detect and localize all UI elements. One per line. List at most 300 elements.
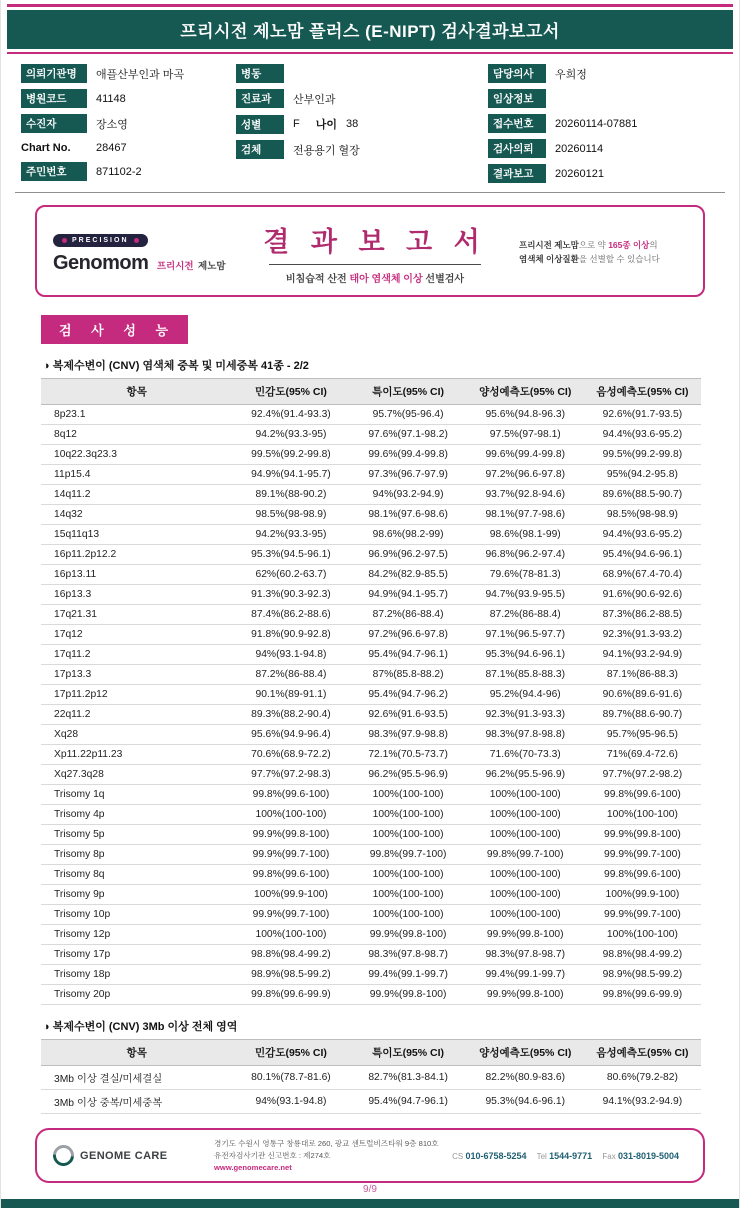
value-cell: 98.3%(97.8-98.7) bbox=[467, 945, 584, 965]
item-cell: 17p13.3 bbox=[41, 665, 232, 685]
column-header: 민감도(95% CI) bbox=[232, 379, 349, 405]
item-cell: 15q11q13 bbox=[41, 525, 232, 545]
patient-info-col3 bbox=[488, 64, 729, 183]
value-cell: 90.6%(89.6-91.6) bbox=[584, 685, 701, 705]
field-value: 산부인과 bbox=[293, 93, 336, 106]
value-cell: 70.6%(68.9-72.2) bbox=[232, 745, 349, 765]
field-label: 임상정보 bbox=[488, 89, 546, 108]
value-cell: 95.7%(95-96.5) bbox=[584, 725, 701, 745]
table-row bbox=[41, 605, 701, 625]
section-header-wrap bbox=[41, 315, 739, 344]
item-cell: Trisomy 9p bbox=[41, 885, 232, 905]
table-row bbox=[41, 465, 701, 485]
website-link[interactable]: www.genomecare.net bbox=[214, 1162, 292, 1172]
value-cell: 99.8%(99.7-100) bbox=[467, 845, 584, 865]
value-cell: 89.1%(88-90.2) bbox=[232, 485, 349, 505]
value-cell: 95.4%(94.7-96.2) bbox=[350, 685, 467, 705]
value-cell: 92.6%(91.7-93.5) bbox=[584, 405, 701, 425]
brand-wordmark bbox=[53, 252, 231, 275]
value-cell: 93.7%(92.8-94.6) bbox=[467, 485, 584, 505]
value-cell: 95.3%(94.5-96.1) bbox=[232, 545, 349, 565]
page-number: 9/9 bbox=[363, 1184, 377, 1195]
item-cell: 10q22.3q23.3 bbox=[41, 445, 232, 465]
note-brand: 프리시전 제노맘 bbox=[519, 239, 579, 250]
value-cell: 89.7%(88.6-90.7) bbox=[584, 705, 701, 725]
field-value: 41148 bbox=[96, 92, 126, 105]
table-row bbox=[41, 845, 701, 865]
field-label: 검체 bbox=[236, 140, 284, 159]
value-cell: 99.9%(99.8-100) bbox=[467, 985, 584, 1005]
table-row bbox=[41, 545, 701, 565]
item-cell: Trisomy 5p bbox=[41, 825, 232, 845]
item-cell: 3Mb 이상 중복/미세중복 bbox=[41, 1090, 232, 1114]
field-value: 우희정 bbox=[555, 68, 587, 81]
value-cell: 90.1%(89-91.1) bbox=[232, 685, 349, 705]
field-value: 20260121 bbox=[555, 167, 604, 180]
brand-sub-korean-1: 프리시전 bbox=[156, 260, 194, 272]
value-cell: 95.3%(94.6-96.1) bbox=[467, 1090, 584, 1114]
table-row bbox=[41, 705, 701, 725]
value-cell: 89.3%(88.2-90.4) bbox=[232, 705, 349, 725]
value-cell: 71.6%(70-73.3) bbox=[467, 745, 584, 765]
value-cell: 99.8%(99.6-99.9) bbox=[232, 985, 349, 1005]
value-cell: 94.7%(93.9-95.5) bbox=[467, 585, 584, 605]
table-row bbox=[41, 505, 701, 525]
item-cell: 22q11.2 bbox=[41, 705, 232, 725]
value-cell: 98.3%(97.8-98.7) bbox=[350, 945, 467, 965]
value-cell: 100%(100-100) bbox=[350, 905, 467, 925]
value-cell: 99.9%(99.8-100) bbox=[232, 825, 349, 845]
brand-logo bbox=[53, 230, 231, 275]
report-note-line2 bbox=[519, 252, 687, 266]
table-row bbox=[41, 525, 701, 545]
field-label: 성별 bbox=[236, 115, 284, 134]
column-header: 항목 bbox=[41, 379, 232, 405]
table-row bbox=[41, 805, 701, 825]
patient-info-row bbox=[236, 140, 488, 159]
patient-info-row bbox=[21, 139, 236, 156]
patient-info-row bbox=[488, 64, 729, 83]
field-value: 애플산부인과 마곡 bbox=[96, 68, 185, 81]
field-value: 28467 bbox=[96, 141, 127, 154]
value-cell: 87.2%(86-88.4) bbox=[467, 605, 584, 625]
value-cell: 99.5%(99.2-99.8) bbox=[232, 445, 349, 465]
table-row bbox=[41, 685, 701, 705]
value-cell: 97.2%(96.6-97.8) bbox=[350, 625, 467, 645]
note-bold2: 염색체 이상질환 bbox=[519, 254, 579, 264]
patient-info-divider bbox=[15, 192, 725, 193]
value-cell: 100%(100-100) bbox=[350, 885, 467, 905]
field-label: 접수번호 bbox=[488, 114, 546, 133]
genomecare-logo bbox=[53, 1145, 201, 1166]
patient-info-row bbox=[21, 162, 236, 181]
value-cell: 94.4%(93.6-95.2) bbox=[584, 425, 701, 445]
value-cell: 99.4%(99.1-99.7) bbox=[350, 965, 467, 985]
table-row bbox=[41, 445, 701, 465]
table-row bbox=[41, 485, 701, 505]
address-line1: 경기도 수원시 영통구 창룡대로 260, 광교 센트럴비즈타워 9층 810호 bbox=[214, 1139, 439, 1148]
value-cell: 99.9%(99.7-100) bbox=[232, 845, 349, 865]
table-row bbox=[41, 825, 701, 845]
value-cell: 98.8%(98.4-99.2) bbox=[584, 945, 701, 965]
value-cell: 97.7%(97.2-98.2) bbox=[584, 765, 701, 785]
value-cell: 94.2%(93.3-95) bbox=[232, 425, 349, 445]
tel-label: Tel bbox=[536, 1151, 547, 1161]
note-mid: 으로 약 bbox=[578, 239, 609, 250]
page-title: 프리시전 제노맘 플러스 (E-NIPT) 검사결과보고서 bbox=[7, 10, 733, 49]
value-cell: 80.1%(78.7-81.6) bbox=[232, 1066, 349, 1090]
subtitle-emphasis: 태아 염색체 이상 bbox=[349, 273, 423, 285]
value-cell: 82.7%(81.3-84.1) bbox=[350, 1066, 467, 1090]
value-cell: 94%(93.2-94.9) bbox=[350, 485, 467, 505]
value-cell: 98.1%(97.7-98.6) bbox=[467, 505, 584, 525]
item-cell: Trisomy 20p bbox=[41, 985, 232, 1005]
value-cell: 92.3%(91.3-93.3) bbox=[467, 705, 584, 725]
field-value: 20260114 bbox=[555, 142, 604, 155]
badge-dot-icon bbox=[134, 238, 139, 243]
value-cell: 98.1%(97.6-98.6) bbox=[350, 505, 467, 525]
table1-header-row bbox=[41, 379, 701, 405]
patient-info-row bbox=[236, 64, 488, 83]
item-cell: 17q12 bbox=[41, 625, 232, 645]
report-title: 결 과 보 고 서 bbox=[263, 226, 487, 257]
value-cell: 99.6%(99.4-99.8) bbox=[467, 445, 584, 465]
report-note-line1 bbox=[519, 238, 687, 252]
item-cell: 3Mb 이상 결실/미세결실 bbox=[41, 1066, 232, 1090]
value-cell: 62%(60.2-63.7) bbox=[232, 565, 349, 585]
patient-info-row bbox=[21, 114, 236, 133]
value-cell: 98.3%(97.9-98.8) bbox=[350, 725, 467, 745]
table-row bbox=[41, 945, 701, 965]
field-label: 담당의사 bbox=[488, 64, 546, 83]
item-cell: Trisomy 4p bbox=[41, 805, 232, 825]
value-cell: 94.9%(94.1-95.7) bbox=[232, 465, 349, 485]
item-cell: Trisomy 18p bbox=[41, 965, 232, 985]
value-cell: 98.5%(98-98.9) bbox=[584, 505, 701, 525]
table1-body bbox=[41, 405, 701, 1005]
note-tail: 의 bbox=[649, 239, 658, 250]
value-cell: 98.8%(98.4-99.2) bbox=[232, 945, 349, 965]
table-row bbox=[41, 965, 701, 985]
value-cell: 97.6%(97.1-98.2) bbox=[350, 425, 467, 445]
value-cell: 82.2%(80.9-83.6) bbox=[467, 1066, 584, 1090]
value-cell: 99.9%(99.8-100) bbox=[350, 985, 467, 1005]
table-row bbox=[41, 865, 701, 885]
value-cell: 100%(100-100) bbox=[584, 805, 701, 825]
value-cell: 98.9%(98.5-99.2) bbox=[584, 965, 701, 985]
patient-info-row bbox=[488, 114, 729, 133]
field-label: 수진자 bbox=[21, 114, 87, 133]
address-line2: 유전자검사기관 신고번호 : 제274호 bbox=[214, 1150, 331, 1160]
patient-info-col1 bbox=[21, 64, 236, 183]
value-cell: 95.3%(94.6-96.1) bbox=[467, 645, 584, 665]
item-cell: 14q11.2 bbox=[41, 485, 232, 505]
value-cell: 91.8%(90.9-92.8) bbox=[232, 625, 349, 645]
value-cell: 99.8%(99.6-100) bbox=[584, 865, 701, 885]
note-tail2: 을 선별할 수 있습니다 bbox=[578, 254, 660, 264]
table-row bbox=[41, 925, 701, 945]
field-label: Chart No. bbox=[21, 141, 71, 154]
bottom-accent-bar bbox=[1, 1199, 739, 1208]
company-address bbox=[214, 1138, 439, 1173]
value-cell: 95.7%(95-96.4) bbox=[350, 405, 467, 425]
value-cell: 72.1%(70.5-73.7) bbox=[350, 745, 467, 765]
value-cell: 92.6%(91.6-93.5) bbox=[350, 705, 467, 725]
item-cell: 8q12 bbox=[41, 425, 232, 445]
value-cell: 100%(100-100) bbox=[232, 805, 349, 825]
value-cell: 100%(100-100) bbox=[467, 785, 584, 805]
report-note bbox=[519, 238, 687, 266]
report-title-block bbox=[231, 220, 519, 285]
cs-number: 010-6758-5254 bbox=[465, 1150, 527, 1161]
field-label: 검사의뢰 bbox=[488, 139, 546, 158]
item-cell: 16p13.3 bbox=[41, 585, 232, 605]
value-cell: 92.4%(91.4-93.3) bbox=[232, 405, 349, 425]
item-cell: 17q11.2 bbox=[41, 645, 232, 665]
item-cell: Xp11.22p11.23 bbox=[41, 745, 232, 765]
value-cell: 94%(93.1-94.8) bbox=[232, 1090, 349, 1114]
table-row bbox=[41, 665, 701, 685]
table-row bbox=[41, 745, 701, 765]
precision-badge-label: PRECISION bbox=[72, 236, 129, 244]
table2-body bbox=[41, 1066, 701, 1114]
value-cell: 84.2%(82.9-85.5) bbox=[350, 565, 467, 585]
section-title: 검 사 성 능 bbox=[41, 315, 188, 344]
value-cell: 71%(69.4-72.6) bbox=[584, 745, 701, 765]
value-cell: 100%(100-100) bbox=[467, 865, 584, 885]
value-cell: 91.3%(90.3-92.3) bbox=[232, 585, 349, 605]
value-cell: 94.4%(93.6-95.2) bbox=[584, 525, 701, 545]
value-cell: 100%(100-100) bbox=[467, 905, 584, 925]
value-cell: 87.4%(86.2-88.6) bbox=[232, 605, 349, 625]
tel-number: 1544-9771 bbox=[549, 1150, 593, 1161]
brand-name: Genomom bbox=[53, 251, 149, 274]
value-cell: 96.2%(95.5-96.9) bbox=[350, 765, 467, 785]
field-label: 병원코드 bbox=[21, 89, 87, 108]
item-cell: 8p23.1 bbox=[41, 405, 232, 425]
patient-info-row bbox=[21, 64, 236, 83]
value-cell: 99.4%(99.1-99.7) bbox=[467, 965, 584, 985]
value-cell: 94.1%(93.2-94.9) bbox=[584, 645, 701, 665]
table-row bbox=[41, 985, 701, 1005]
column-header: 특이도(95% CI) bbox=[350, 379, 467, 405]
value-cell: 100%(100-100) bbox=[467, 885, 584, 905]
note-emphasis: 165종 이상 bbox=[608, 239, 650, 250]
value-cell: 97.7%(97.2-98.3) bbox=[232, 765, 349, 785]
field-label: 병동 bbox=[236, 64, 284, 83]
item-cell: Xq27.3q28 bbox=[41, 765, 232, 785]
item-cell: 11p15.4 bbox=[41, 465, 232, 485]
value-cell: 99.9%(99.7-100) bbox=[584, 845, 701, 865]
value-cell: 87.1%(85.8-88.3) bbox=[467, 665, 584, 685]
value-cell: 100%(100-100) bbox=[350, 785, 467, 805]
column-header: 항목 bbox=[41, 1040, 232, 1066]
value-cell: 68.9%(67.4-70.4) bbox=[584, 565, 701, 585]
value-cell: 94.9%(94.1-95.7) bbox=[350, 585, 467, 605]
report-subtitle bbox=[231, 270, 519, 285]
value-cell: 100%(100-100) bbox=[467, 825, 584, 845]
value-cell: 100%(99.9-100) bbox=[584, 885, 701, 905]
patient-info-row bbox=[21, 89, 236, 108]
table-row bbox=[41, 1090, 701, 1114]
field-label: 진료과 bbox=[236, 89, 284, 108]
report-header-box bbox=[35, 205, 705, 297]
top-accent-rule bbox=[7, 4, 733, 7]
item-cell: Xq28 bbox=[41, 725, 232, 745]
table-row bbox=[41, 1066, 701, 1090]
badge-dot-icon bbox=[62, 238, 67, 243]
report-title-divider bbox=[269, 264, 481, 265]
table-row bbox=[41, 785, 701, 805]
table-row bbox=[41, 565, 701, 585]
item-cell: 17q21.31 bbox=[41, 605, 232, 625]
column-header: 음성예측도(95% CI) bbox=[584, 379, 701, 405]
value-cell: 80.6%(79.2-82) bbox=[584, 1066, 701, 1090]
table-row bbox=[41, 725, 701, 745]
value-cell: 89.6%(88.5-90.7) bbox=[584, 485, 701, 505]
value-cell: 99.9%(99.8-100) bbox=[467, 925, 584, 945]
field-value: 38 bbox=[346, 118, 359, 130]
field-label: 결과보고 bbox=[488, 164, 546, 183]
table-row bbox=[41, 765, 701, 785]
value-cell: 87.2%(86-88.4) bbox=[232, 665, 349, 685]
company-name: GENOME CARE bbox=[80, 1149, 168, 1162]
value-cell: 98.6%(98.2-99) bbox=[350, 525, 467, 545]
field-value: F bbox=[293, 118, 300, 130]
field-label: 나이 bbox=[315, 119, 337, 131]
value-cell: 97.1%(96.5-97.7) bbox=[467, 625, 584, 645]
value-cell: 95.4%(94.7-96.1) bbox=[350, 645, 467, 665]
column-header: 양성예측도(95% CI) bbox=[467, 379, 584, 405]
value-cell: 99.8%(99.7-100) bbox=[350, 845, 467, 865]
value-cell: 95.6%(94.8-96.3) bbox=[467, 405, 584, 425]
item-cell: Trisomy 8p bbox=[41, 845, 232, 865]
value-cell: 99.6%(99.4-99.8) bbox=[350, 445, 467, 465]
field-label: 주민번호 bbox=[21, 162, 87, 181]
patient-info-row bbox=[488, 164, 729, 183]
column-header: 음성예측도(95% CI) bbox=[584, 1040, 701, 1066]
item-cell: 14q32 bbox=[41, 505, 232, 525]
value-cell: 96.9%(96.2-97.5) bbox=[350, 545, 467, 565]
patient-info bbox=[1, 54, 739, 187]
value-cell: 87.1%(86-88.3) bbox=[584, 665, 701, 685]
value-cell: 99.5%(99.2-99.8) bbox=[584, 445, 701, 465]
item-cell: Trisomy 17p bbox=[41, 945, 232, 965]
brand-sub-korean-2: 제노맘 bbox=[198, 260, 226, 272]
item-cell: Trisomy 8q bbox=[41, 865, 232, 885]
field-value: 전용용기 혈장 bbox=[293, 144, 360, 157]
table1-caption: ◑ 복제수변이 (CNV) 염색체 중복 및 미세중복 41종 - 2/2 bbox=[43, 360, 309, 372]
value-cell: 97.3%(96.7-97.9) bbox=[350, 465, 467, 485]
value-cell: 98.3%(97.8-98.8) bbox=[467, 725, 584, 745]
value-cell: 96.8%(96.2-97.4) bbox=[467, 545, 584, 565]
cnv-3mb-table bbox=[41, 1039, 701, 1114]
table-row bbox=[41, 585, 701, 605]
item-cell: Trisomy 1q bbox=[41, 785, 232, 805]
cs-label: CS bbox=[452, 1151, 464, 1161]
value-cell: 97.5%(97-98.1) bbox=[467, 425, 584, 445]
value-cell: 100%(99.9-100) bbox=[232, 885, 349, 905]
value-cell: 100%(100-100) bbox=[232, 925, 349, 945]
item-cell: 16p11.2p12.2 bbox=[41, 545, 232, 565]
patient-info-row bbox=[488, 139, 729, 158]
value-cell: 98.9%(98.5-99.2) bbox=[232, 965, 349, 985]
value-cell: 91.6%(90.6-92.6) bbox=[584, 585, 701, 605]
item-cell: Trisomy 10p bbox=[41, 905, 232, 925]
value-cell: 99.8%(99.6-100) bbox=[232, 785, 349, 805]
column-header: 양성예측도(95% CI) bbox=[467, 1040, 584, 1066]
field-value: 20260114-07881 bbox=[555, 117, 638, 130]
field-value: 871102-2 bbox=[96, 165, 142, 178]
value-cell: 99.9%(99.7-100) bbox=[232, 905, 349, 925]
table2-header-row bbox=[41, 1040, 701, 1066]
value-cell: 87%(85.8-88.2) bbox=[350, 665, 467, 685]
value-cell: 100%(100-100) bbox=[350, 865, 467, 885]
precision-badge bbox=[53, 234, 148, 247]
subtitle-pre: 비침습적 산전 bbox=[285, 273, 350, 285]
patient-info-row bbox=[236, 114, 488, 134]
value-cell: 95%(94.2-95.8) bbox=[584, 465, 701, 485]
table2-caption: ◑ 복제수변이 (CNV) 3Mb 이상 전체 영역 bbox=[43, 1021, 238, 1033]
item-cell: Trisomy 12p bbox=[41, 925, 232, 945]
table-row bbox=[41, 625, 701, 645]
item-cell: 17p11.2p12 bbox=[41, 685, 232, 705]
field-label: 의뢰기관명 bbox=[21, 64, 87, 83]
table-row bbox=[41, 425, 701, 445]
item-cell: 16p13.11 bbox=[41, 565, 232, 585]
fax-number: 031-8019-5004 bbox=[617, 1150, 679, 1161]
contact-info bbox=[452, 1151, 687, 1161]
footer-box bbox=[35, 1128, 705, 1183]
column-header: 특이도(95% CI) bbox=[350, 1040, 467, 1066]
value-cell: 94.2%(93.3-95) bbox=[232, 525, 349, 545]
value-cell: 99.9%(99.7-100) bbox=[584, 905, 701, 925]
field-value: 장소영 bbox=[96, 118, 128, 131]
table-row bbox=[41, 405, 701, 425]
cnv-duplication-table bbox=[41, 378, 701, 1005]
value-cell: 87.3%(86.2-88.5) bbox=[584, 605, 701, 625]
fax-label: Fax bbox=[602, 1151, 616, 1161]
value-cell: 100%(100-100) bbox=[350, 805, 467, 825]
value-cell: 100%(100-100) bbox=[467, 805, 584, 825]
table-row bbox=[41, 905, 701, 925]
value-cell: 98.6%(98.1-99) bbox=[467, 525, 584, 545]
genomecare-logo-icon bbox=[49, 1141, 79, 1171]
subtitle-post: 선별검사 bbox=[422, 273, 465, 285]
value-cell: 95.6%(94.9-96.4) bbox=[232, 725, 349, 745]
table-row bbox=[41, 645, 701, 665]
value-cell: 92.3%(91.3-93.2) bbox=[584, 625, 701, 645]
value-cell: 99.8%(99.6-100) bbox=[232, 865, 349, 885]
value-cell: 100%(100-100) bbox=[350, 825, 467, 845]
column-header: 민감도(95% CI) bbox=[232, 1040, 349, 1066]
value-cell: 97.2%(96.6-97.8) bbox=[467, 465, 584, 485]
value-cell: 95.4%(94.7-96.1) bbox=[350, 1090, 467, 1114]
value-cell: 100%(100-100) bbox=[584, 925, 701, 945]
patient-info-col2 bbox=[236, 64, 488, 183]
value-cell: 87.2%(86-88.4) bbox=[350, 605, 467, 625]
value-cell: 99.8%(99.6-100) bbox=[584, 785, 701, 805]
value-cell: 95.2%(94.4-96) bbox=[467, 685, 584, 705]
value-cell: 94.1%(93.2-94.9) bbox=[584, 1090, 701, 1114]
patient-info-row bbox=[236, 89, 488, 108]
value-cell: 98.5%(98-98.9) bbox=[232, 505, 349, 525]
value-cell: 95.4%(94.6-96.1) bbox=[584, 545, 701, 565]
value-cell: 79.6%(78-81.3) bbox=[467, 565, 584, 585]
value-cell: 94%(93.1-94.8) bbox=[232, 645, 349, 665]
value-cell: 99.9%(99.8-100) bbox=[584, 825, 701, 845]
value-cell: 96.2%(95.5-96.9) bbox=[467, 765, 584, 785]
